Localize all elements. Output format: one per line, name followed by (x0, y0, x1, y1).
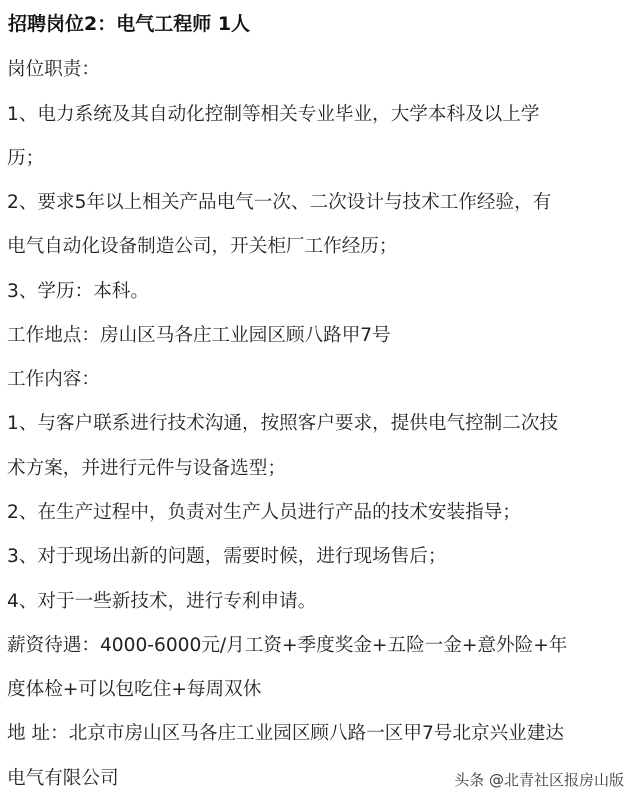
job-title: 招聘岗位2：电气工程师 1人 (8, 13, 251, 35)
work-content-item-4: 4、对于一些新技术，进行专利申请。 (7, 591, 317, 612)
responsibility-item-1: 1、电力系统及其自动化控制等相关专业毕业，大学本科及以上学 (7, 104, 540, 125)
responsibility-item-2: 2、要求5年以上相关产品电气一次、二次设计与技术工作经验，有 (7, 192, 552, 213)
work-location: 工作地点：房山区马各庄工业园区顾八路甲7号 (7, 325, 391, 346)
section-heading-work-content: 工作内容： (7, 369, 100, 390)
address-continued: 电气有限公司 (7, 768, 119, 789)
source-watermark: 头条 @北青社区报房山版 (452, 768, 626, 792)
responsibility-item-1-continued: 历； (7, 148, 45, 169)
salary-benefits: 薪资待遇：4000-6000元/月工资+季度奖金+五险一金+意外险+年 (7, 635, 568, 656)
address: 地 址：北京市房山区马各庄工业园区顾八路一区甲7号北京兴业建达 (7, 723, 564, 744)
work-content-item-2: 2、在生产过程中，负责对生产人员进行产品的技术安装指导； (7, 502, 521, 523)
section-heading-responsibilities: 岗位职责： (7, 59, 100, 80)
responsibility-item-2-continued: 电气自动化设备制造公司，开关柜厂工作经历； (7, 236, 398, 257)
salary-benefits-continued: 度体检+可以包吃住+每周双休 (7, 679, 262, 700)
responsibility-item-3: 3、学历：本科。 (7, 281, 149, 302)
work-content-item-1: 1、与客户联系进行技术沟通，按照客户要求，提供电气控制二次技 (7, 413, 559, 434)
work-content-item-1-continued: 术方案，并进行元件与设备选型； (7, 458, 286, 479)
work-content-item-3: 3、对于现场出新的问题，需要时候，进行现场售后； (7, 546, 447, 567)
